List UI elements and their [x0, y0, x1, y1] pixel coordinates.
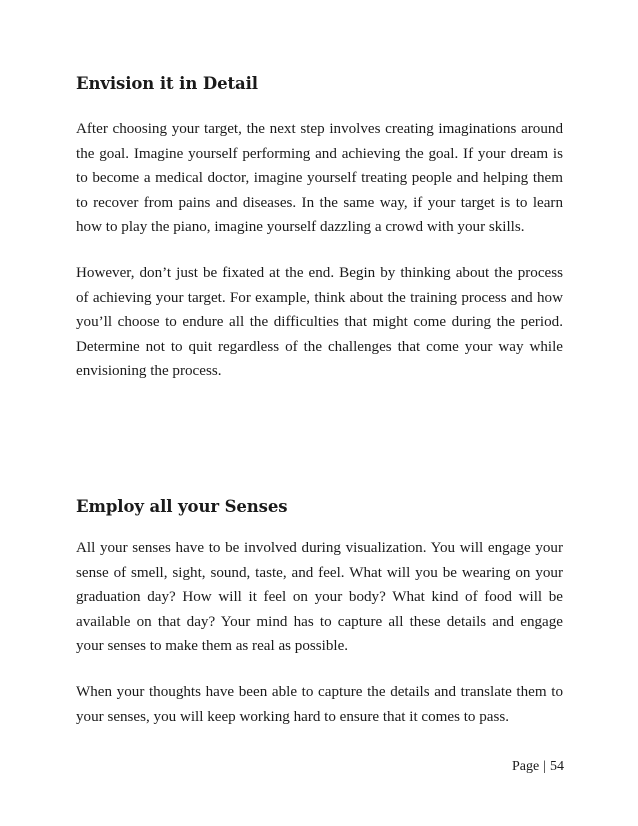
- page-footer: [512, 758, 564, 776]
- paragraph-senses-2: When your thoughts have been able to capture the details and translate them to your senses, you will keep working hard to ensure that it comes to pass.: [76, 683, 563, 725]
- page-number: 54: [550, 759, 564, 774]
- section-heading-senses: Employ all your Senses: [76, 496, 288, 516]
- paragraph-envision-2: However, don’t just be fixated at the end. Begin by thinking about the process of achieving your target. For example, think about the training process and how you’ll choose to endure all the difficulties that might come during the period. Determine not to quit regardless of the challenges that come your way while envisioning the process.: [76, 264, 563, 380]
- section-heading-envision: Envision it in Detail: [76, 74, 258, 93]
- page-separator: |: [543, 759, 546, 774]
- paragraph-senses-1: All your senses have to be involved during visualization. You will engage your sense of smell, sight, sound, taste, and feel. What will you be wearing on your graduation day? How will it feel on your body? What kind of food will be available on that day? Your mind has to capture all these details and engage your senses to make them as real as possible.: [76, 539, 563, 655]
- paragraph-envision-1: After choosing your target, the next step involves creating imaginations around the goal. Imagine yourself performing and achieving the goal. If your dream is to become a medical doctor, imagine yourself treating people and helping them to recover from pains and diseases. In the same way, if your target is to learn how to play the piano, imagine yourself dazzling a crowd with your skills.: [76, 121, 563, 236]
- page-label: Page: [511, 759, 540, 774]
- page-content: [76, 72, 563, 729]
